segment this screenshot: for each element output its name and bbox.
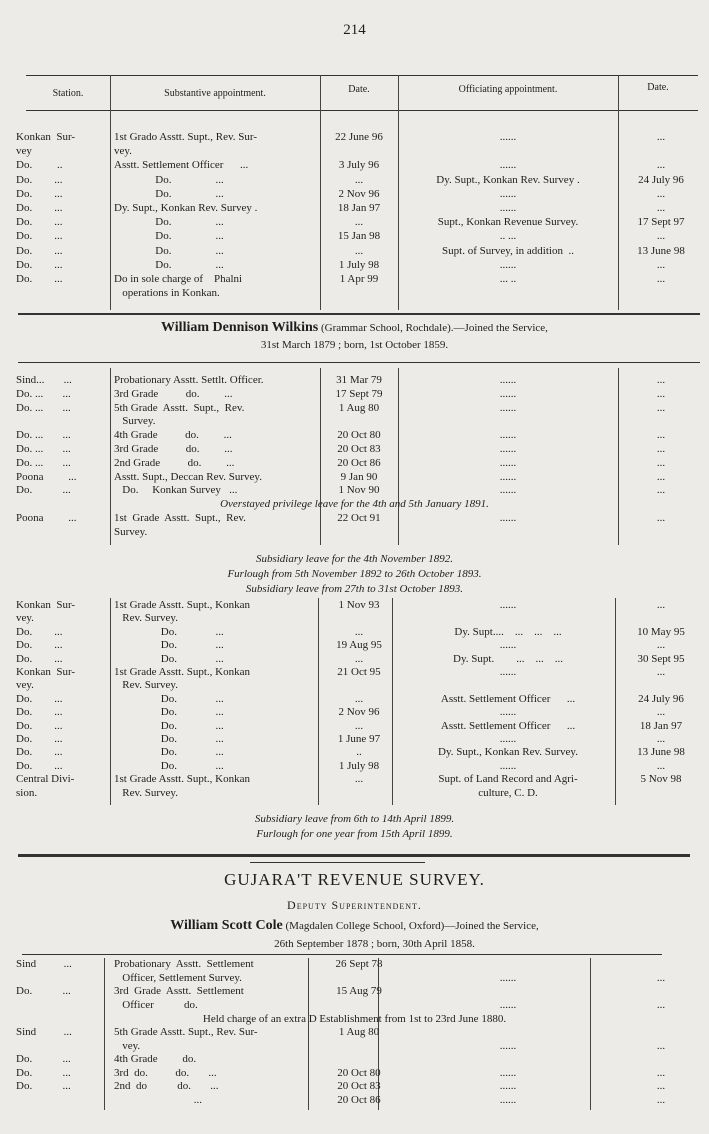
officiating-appointment-cell: ......: [499, 443, 517, 455]
name-rule: [18, 362, 700, 363]
header-top-rule: [26, 75, 698, 76]
officiating-date-cell: 13 June 98: [637, 746, 685, 759]
station-cell: Do. ...: [16, 719, 63, 732]
substantive-appointment-cell: Probationary Asstt. Settlt. Officer.: [114, 374, 264, 386]
substantive-appointment-cell: 1st Grade Asstt. Supt., Rev.: [114, 512, 246, 524]
officiating-appointment-cell: ......: [499, 1094, 517, 1106]
section-subtitle: Deputy Superintendent.: [287, 898, 422, 912]
station-cell: Do. ...: [16, 625, 63, 638]
section-divider: [18, 313, 700, 315]
officiating-date-cell: ...: [656, 1080, 666, 1093]
station-cell: Do. ...: [16, 484, 71, 497]
officiating-date-cell: ...: [656, 1094, 666, 1106]
officiating-appointment-cell: ......: [499, 258, 517, 271]
column-divider: [110, 598, 111, 805]
officiating-appointment-cell: Dy. Supt. ... ... ...: [453, 652, 563, 665]
officer-dates: 26th September 1878 ; born, 30th April 1858.: [274, 938, 475, 950]
officiating-appointment-cell: ......: [499, 187, 517, 200]
officiating-appointment-cell: ......: [499, 512, 517, 524]
officiating-date-cell: 18 Jan 97: [639, 719, 683, 732]
station-cell: Do. ... ...: [16, 401, 71, 414]
substantive-appointment-cell: 1st Grade Asstt. Supt., Konkan: [114, 773, 250, 786]
officiating-appointment-cell: ......: [499, 759, 517, 772]
officiating-appointment-cell: culture, C. D.: [478, 786, 538, 799]
header-substantive: Substantive appointment.: [164, 88, 266, 99]
officiating-date-cell: ...: [656, 470, 666, 483]
officiating-date-cell: ...: [656, 706, 666, 719]
date-cell: 22 Oct 91: [337, 512, 381, 524]
officiating-appointment-cell: Supt. of Land Record and Agri-: [438, 773, 578, 786]
date-cell: 20 Oct 80: [337, 1066, 381, 1079]
substantive-appointment-cell: Do. ...: [114, 230, 224, 243]
station-cell: Do. ...: [16, 230, 63, 243]
officiating-appointment-cell: ......: [499, 374, 517, 386]
officiating-date-cell: ...: [656, 443, 666, 455]
date-cell: ...: [354, 652, 364, 665]
officiating-appointment-cell: ......: [499, 202, 517, 214]
substantive-appointment-cell: Rev. Survey.: [114, 679, 178, 692]
officiating-appointment-cell: ......: [499, 429, 517, 442]
date-cell: 2 Nov 96: [338, 187, 380, 200]
date-cell: 31 Mar 79: [336, 374, 382, 386]
substantive-appointment-cell: Asstt. Settlement Officer ...: [114, 159, 249, 172]
substantive-appointment-cell: vey.: [114, 1039, 141, 1052]
date-cell: 1 Apr 99: [339, 273, 379, 285]
substantive-appointment-cell: Do in sole charge of Phalni: [114, 273, 243, 285]
section-divider-thick: [18, 854, 690, 857]
substantive-appointment-cell: Do. ...: [114, 719, 224, 732]
header-station: Station.: [52, 88, 84, 99]
substantive-appointment-cell: Do. ...: [114, 258, 224, 271]
station-cell: Do. ..: [16, 159, 63, 172]
header-bottom-rule: [26, 110, 698, 111]
officiating-appointment-cell: ......: [499, 484, 517, 497]
column-divider: [110, 75, 111, 310]
substantive-appointment-cell: Probationary Asstt. Settlement: [114, 958, 254, 970]
substantive-appointment-cell: Rev. Survey.: [114, 786, 178, 799]
officiating-date-cell: ...: [656, 202, 666, 214]
officiating-date-cell: ...: [656, 1039, 666, 1052]
officer-dates: 31st March 1879 ; born, 1st October 1859.: [260, 339, 449, 351]
officiating-appointment-cell: ......: [499, 971, 517, 984]
date-cell: 20 Oct 80: [337, 429, 381, 442]
date-cell: 1 Aug 80: [338, 1026, 380, 1038]
substantive-appointment-cell: Do. ...: [114, 244, 224, 257]
column-divider: [320, 75, 321, 310]
establishment-note: Held charge of an extra D Establishment from 1st to 23rd June 1880.: [202, 1013, 507, 1025]
substantive-appointment-cell: Survey.: [114, 415, 156, 428]
station-cell: Poona ...: [16, 512, 77, 524]
date-cell: ...: [354, 216, 364, 229]
substantive-appointment-cell: Do. ...: [114, 625, 224, 638]
header-officiating: Officiating appointment.: [458, 84, 558, 95]
station-cell: Do. ...: [16, 244, 63, 257]
station-cell: Do. ...: [16, 173, 63, 186]
officiating-appointment-cell: Asstt. Settlement Officer ...: [440, 719, 576, 732]
date-cell: 21 Oct 95: [337, 666, 381, 678]
substantive-appointment-cell: Do. ...: [114, 733, 224, 745]
officiating-appointment-cell: ......: [499, 639, 517, 652]
officiating-date-cell: 13 June 98: [637, 244, 685, 257]
date-cell: 1 Nov 93: [338, 599, 380, 611]
officiating-appointment-cell: ......: [499, 998, 517, 1011]
station-cell: Do. ...: [16, 759, 63, 772]
station-cell: Do. ...: [16, 258, 63, 271]
officiating-date-cell: ...: [656, 971, 666, 984]
officiating-date-cell: 17 Sept 97: [637, 216, 685, 229]
station-cell: Do. ...: [16, 273, 63, 285]
officer-name-line: [0, 320, 709, 336]
station-cell: Do. ...: [16, 187, 63, 200]
officer-details: (Magdalen College School, Oxford)—Joined the Service,: [285, 920, 539, 932]
date-cell: 19 Aug 95: [336, 639, 382, 652]
officiating-appointment-cell: ......: [499, 706, 517, 719]
officiating-date-cell: 24 July 96: [638, 692, 684, 705]
column-divider: [398, 75, 399, 310]
substantive-appointment-cell: 1st Grado Asstt. Supt., Rev. Sur-: [114, 131, 257, 143]
date-cell: 1 Nov 90: [338, 484, 380, 497]
officiating-date-cell: 10 May 95: [637, 625, 685, 638]
substantive-appointment-cell: 3rd Grade Asstt. Settlement: [114, 985, 244, 998]
column-divider: [615, 598, 616, 805]
date-cell: 26 Sept 78: [335, 958, 383, 970]
date-cell: 20 Oct 83: [337, 443, 381, 455]
officiating-date-cell: ...: [656, 401, 666, 414]
leave-note: Overstayed privilege leave for the 4th and 5th January 1891.: [220, 498, 489, 510]
page-number: 214: [343, 22, 366, 38]
station-cell: Do. ...: [16, 1066, 71, 1079]
officiating-date-cell: ...: [656, 512, 666, 524]
officiating-date-cell: 30 Sept 95: [637, 652, 685, 665]
station-cell: Do. ... ...: [16, 443, 71, 455]
substantive-appointment-cell: Asstt. Supt., Deccan Rev. Survey.: [114, 470, 262, 483]
station-cell: Do. ...: [16, 1080, 71, 1093]
substantive-appointment-cell: Do. ...: [114, 759, 224, 772]
station-cell: Sind ...: [16, 958, 72, 970]
column-divider: [318, 598, 319, 805]
station-cell: Do. ...: [16, 692, 63, 705]
officiating-appointment-cell: ......: [499, 1066, 517, 1079]
substantive-appointment-cell: Dy. Supt., Konkan Rev. Survey .: [114, 202, 258, 214]
date-cell: ...: [354, 244, 364, 257]
officiating-date-cell: ...: [656, 273, 666, 285]
officiating-appointment-cell: Dy. Supt., Konkan Rev. Survey.: [438, 746, 578, 759]
date-cell: ...: [354, 692, 364, 705]
officiating-date-cell: ...: [656, 429, 666, 442]
officiating-date-cell: ...: [656, 374, 666, 386]
substantive-appointment-cell: Do. ...: [114, 216, 224, 229]
substantive-appointment-cell: Do. ...: [114, 173, 224, 186]
officiating-date-cell: ...: [656, 387, 666, 400]
officiating-appointment-cell: ......: [499, 599, 517, 611]
substantive-appointment-cell: ...: [114, 1094, 202, 1106]
officiating-appointment-cell: ... ..: [499, 273, 517, 285]
date-cell: ...: [354, 625, 364, 638]
date-cell: 22 June 96: [335, 131, 383, 143]
station-cell: Sind ...: [16, 1026, 72, 1038]
column-divider: [618, 75, 619, 310]
date-cell: 20 Oct 86: [337, 1094, 381, 1106]
substantive-appointment-cell: 5th Grade Asstt. Supt., Rev. Sur-: [114, 1026, 258, 1038]
name-rule: [22, 954, 662, 955]
substantive-appointment-cell: Do. ...: [114, 706, 224, 719]
officiating-date-cell: 24 July 96: [638, 173, 684, 186]
column-divider: [398, 368, 399, 545]
substantive-appointment-cell: Do. Konkan Survey ...: [114, 484, 238, 497]
title-rule: [250, 862, 425, 863]
officiating-appointment-cell: ......: [499, 131, 517, 143]
officiating-appointment-cell: ......: [499, 456, 517, 469]
station-cell: Do. ...: [16, 733, 63, 745]
substantive-appointment-cell: Survey.: [114, 525, 148, 538]
station-cell: Konkan Sur-: [16, 599, 76, 611]
date-cell: ...: [354, 173, 364, 186]
station-cell: Do. ...: [16, 706, 63, 719]
date-cell: 18 Jan 97: [337, 202, 381, 214]
date-cell: 20 Oct 86: [337, 456, 381, 469]
station-cell: Do. ... ...: [16, 429, 71, 442]
station-cell: Do. ... ...: [16, 387, 71, 400]
leave-note: Furlough from 5th November 1892 to 26th October 1893.: [227, 568, 482, 580]
substantive-appointment-cell: 3rd Grade do. ...: [114, 387, 233, 400]
officiating-appointment-cell: Asstt. Settlement Officer ...: [440, 692, 576, 705]
officiating-date-cell: ...: [656, 230, 666, 243]
officer-name-line: [0, 918, 709, 934]
date-cell: 17 Sept 79: [335, 387, 383, 400]
substantive-appointment-cell: 4th Grade do.: [114, 1053, 197, 1066]
officiating-appointment-cell: ......: [499, 666, 517, 678]
column-divider: [320, 368, 321, 545]
officiating-date-cell: ...: [656, 1066, 666, 1079]
substantive-appointment-cell: operations in Konkan.: [114, 287, 220, 300]
station-cell: Sind... ...: [16, 374, 72, 386]
officiating-date-cell: ...: [656, 187, 666, 200]
substantive-appointment-cell: vey.: [114, 145, 132, 158]
officiating-appointment-cell: ......: [499, 733, 517, 745]
officiating-date-cell: ...: [656, 733, 666, 745]
station-cell: Poona ...: [16, 470, 77, 483]
officiating-appointment-cell: ......: [499, 159, 517, 172]
officiating-appointment-cell: Supt., Konkan Revenue Survey.: [437, 216, 579, 229]
header-date: Date.: [348, 84, 370, 95]
date-cell: 3 July 96: [338, 159, 380, 172]
date-cell: 1 Aug 80: [338, 401, 380, 414]
officer-name: William Dennison Wilkins: [161, 320, 319, 335]
substantive-appointment-cell: 4th Grade do. ...: [114, 429, 232, 442]
column-divider: [618, 368, 619, 545]
station-cell: Do. ...: [16, 216, 63, 229]
substantive-appointment-cell: 1st Grade Asstt. Supt., Konkan: [114, 599, 250, 611]
station-cell: Do. ... ...: [16, 456, 71, 469]
date-cell: ..: [356, 746, 362, 759]
substantive-appointment-cell: Officer, Settlement Survey.: [114, 971, 242, 984]
officiating-appointment-cell: Supt. of Survey, in addition ..: [442, 244, 574, 257]
date-cell: ...: [354, 773, 364, 786]
substantive-appointment-cell: Do. ...: [114, 746, 224, 759]
substantive-appointment-cell: 3rd Grade do. ...: [114, 443, 233, 455]
officiating-appointment-cell: ......: [499, 1080, 517, 1093]
station-cell: Do. ...: [16, 202, 63, 214]
officiating-appointment-cell: .. ...: [499, 230, 517, 243]
officer-name: William Scott Cole: [170, 918, 283, 933]
substantive-appointment-cell: 2nd do do. ...: [114, 1080, 219, 1093]
officiating-date-cell: ...: [656, 599, 666, 611]
date-cell: 9 Jan 90: [340, 470, 378, 483]
station-cell: Do. ...: [16, 1053, 71, 1066]
substantive-appointment-cell: Do. ...: [114, 187, 224, 200]
station-cell: vey.: [16, 612, 34, 625]
officiating-date-cell: ...: [656, 759, 666, 772]
station-cell: Central Divi-: [16, 773, 75, 786]
date-cell: ...: [354, 719, 364, 732]
station-cell: Do. ...: [16, 746, 63, 759]
date-cell: 15 Aug 79: [336, 985, 382, 998]
officiating-date-cell: ...: [656, 998, 666, 1011]
station-cell: vey.: [16, 679, 34, 692]
header-date-2: Date.: [647, 82, 669, 93]
officiating-date-cell: ...: [656, 484, 666, 497]
officiating-date-cell: ...: [656, 666, 666, 678]
officiating-appointment-cell: ......: [499, 470, 517, 483]
date-cell: 1 July 98: [338, 258, 380, 271]
officer-details: (Grammar School, Rochdale).—Joined the Service,: [320, 322, 548, 334]
officiating-date-cell: ...: [656, 456, 666, 469]
officiating-date-cell: 5 Nov 98: [640, 773, 682, 786]
officiating-date-cell: ...: [656, 258, 666, 271]
station-cell: sion.: [16, 786, 38, 799]
substantive-appointment-cell: Rev. Survey.: [114, 612, 178, 625]
leave-note: Subsidiary leave from 27th to 31st October 1893.: [245, 583, 464, 595]
date-cell: 1 July 98: [338, 759, 380, 772]
substantive-appointment-cell: Do. ...: [114, 692, 224, 705]
officiating-date-cell: ...: [656, 639, 666, 652]
substantive-appointment-cell: Officer do.: [114, 998, 198, 1011]
date-cell: 1 June 97: [337, 733, 381, 745]
station-cell: vey: [16, 145, 32, 158]
station-cell: Do. ...: [16, 652, 63, 665]
officiating-appointment-cell: ......: [499, 1039, 517, 1052]
officiating-appointment-cell: ......: [499, 387, 517, 400]
column-divider: [110, 368, 111, 545]
officiating-appointment-cell: Dy. Supt.... ... ... ...: [454, 625, 562, 638]
officiating-appointment-cell: Dy. Supt., Konkan Rev. Survey .: [436, 173, 580, 186]
leave-note: Furlough for one year from 15th April 1899.: [256, 828, 453, 840]
leave-note: Subsidiary leave for the 4th November 1892.: [255, 553, 454, 565]
date-cell: 2 Nov 96: [338, 706, 380, 719]
date-cell: 20 Oct 83: [337, 1080, 381, 1093]
station-cell: Do. ...: [16, 639, 63, 652]
substantive-appointment-cell: 2nd Grade do. ...: [114, 456, 235, 469]
section-title: GUJARA'T REVENUE SURVEY.: [224, 870, 485, 889]
officiating-date-cell: ...: [656, 131, 666, 143]
date-cell: 15 Jan 98: [337, 230, 381, 243]
station-cell: Do. ...: [16, 985, 71, 998]
officiating-appointment-cell: ......: [499, 401, 517, 414]
substantive-appointment-cell: 5th Grade Asstt. Supt., Rev.: [114, 401, 245, 414]
substantive-appointment-cell: Do. ...: [114, 639, 224, 652]
substantive-appointment-cell: 3rd do. do. ...: [114, 1066, 217, 1079]
station-cell: Konkan Sur-: [16, 131, 76, 143]
station-cell: Konkan Sur-: [16, 666, 76, 678]
officiating-date-cell: ...: [656, 159, 666, 172]
leave-note: Subsidiary leave from 6th to 14th April 1899.: [254, 813, 455, 825]
substantive-appointment-cell: Do. ...: [114, 652, 224, 665]
substantive-appointment-cell: 1st Grade Asstt. Supt., Konkan: [114, 666, 250, 678]
